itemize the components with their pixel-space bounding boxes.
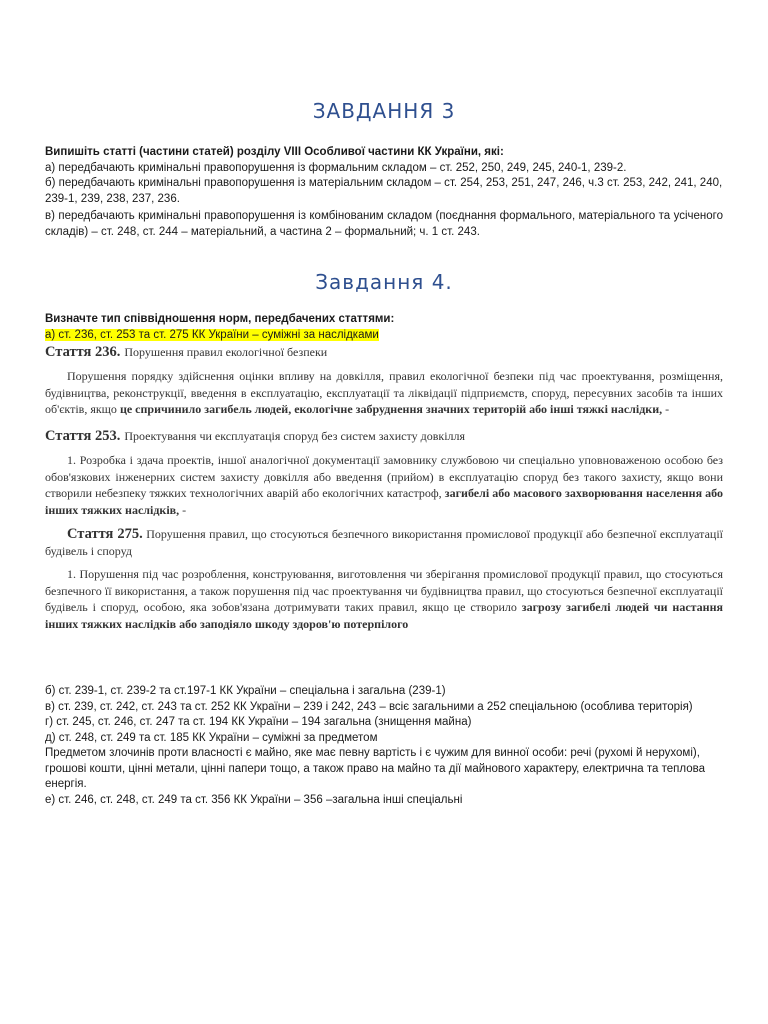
task3-item-a: а) передбачають кримінальні правопорушення із формальним складом – ст. 252, 250, 249, 245, 240-1, 239-2. xyxy=(45,161,627,174)
task4-highlighted-answer: а) ст. 236, ст. 253 та ст. 275 КК України – суміжні за наслідками xyxy=(45,328,379,341)
article-236-body-end: - xyxy=(662,402,670,416)
article-236-subtitle: Порушення правил екологічної безпеки xyxy=(124,345,328,359)
task4-item-d: д) ст. 248, ст. 249 та ст. 185 КК України – суміжні за предметом xyxy=(45,731,378,744)
article-253-body xyxy=(45,452,723,518)
article-275-body xyxy=(45,566,723,632)
task3-heading: ЗАВДАННЯ 3 xyxy=(312,99,456,123)
task4-note-line2: грошові кошти, цінні метали, цінні папери тощо, а також право на майно та дії майнового характеру, електрична та теплова xyxy=(45,762,705,775)
task3-item-b-line1: б) передбачають кримінальні правопорушення із матеріальним складом – ст. 254, 253, 251, 247, 246, ч.3 ст. 253, 242, 241, 240, xyxy=(45,177,723,189)
task4-item-g: г) ст. 245, ст. 246, ст. 247 та ст. 194 КК України – 194 загальна (знищення майна) xyxy=(45,716,472,728)
article-253-body-text: 1. Розробка і здача проектів, іншої аналогічної документації замовнику службовою чи спеціально уповноваженою особою без обов'язкових інженерних систем захисту довкілля або введення (прийом) в експлуатацію споруд без такого захисту, якщо вони створили небезпеку тяжких технологічних аварій або екологічних катастроф, xyxy=(45,453,723,500)
task3-content xyxy=(45,145,723,240)
article-236-body-bold: це спричинило загибель людей, екологічне забруднення значних територій або інші тяжкі наслідки, xyxy=(119,402,663,416)
task4-item-e: е) ст. 246, ст. 248, ст. 249 та ст. 356 КК України – 356 –загальна інші спеціальні xyxy=(45,793,463,806)
article-253-body-bold: загибелі або масового захворювання населення або інших тяжких наслідків, xyxy=(45,486,724,517)
article-275-body-bold: загрозу загибелі людей чи настання інших тяжких наслідків або заподіяло шкоду здоров'ю потерпілого xyxy=(45,600,723,631)
article-236-body xyxy=(45,368,723,418)
task4-item-b: б) ст. 239-1, ст. 239-2 та ст.197-1 КК України – спеціальна і загальна (239-1) xyxy=(45,685,446,697)
article-253-subtitle: Проектування чи експлуатація споруд без систем захисту довкілля xyxy=(124,429,466,443)
article-275-subtitle: Порушення правил, що стосуються безпечного використання промислової продукції або безпечної експлуатації будівель і споруд xyxy=(45,527,723,558)
task4-question-block xyxy=(45,312,723,343)
article-236 xyxy=(45,343,723,418)
article-275-body-text: 1. Порушення під час розроблення, конструювання, виготовлення чи зберігання промислової продукції правил, що стосуються безпечного її використання, а також порушення під час проектування чи будівництва правил, що стосуються безпечної експлуатації будівель і споруд, особою, яка зобов'язана дотримувати таких правил, якщо це створило xyxy=(45,567,723,614)
task4-heading: Завдання 4. xyxy=(315,270,453,294)
article-253-body-end: - xyxy=(179,502,187,517)
task4-note-line1: Предметом злочинів проти власності є майно, яке має певну вартість і є чужим для винної особи: речі (рухомі й нерухомі), xyxy=(45,747,700,759)
article-275-heading xyxy=(45,526,723,559)
task3-question: Випишіть статті (частини статей) розділу VIII Особливої частини КК України, які: xyxy=(45,146,504,158)
article-253-title: Стаття 253. xyxy=(45,428,121,444)
task4-item-v: в) ст. 239, ст. 242, ст. 243 та ст. 252 КК України – 239 і 242, 243 – всіє загальними а 252 спеціальною (особлива територія) xyxy=(45,700,693,713)
task4-items xyxy=(45,684,723,808)
task3-item-b-line2: 239-1, 239, 238, 237, 236. xyxy=(45,192,180,205)
task4-note-line3: енергія. xyxy=(45,778,87,790)
article-236-body-text: Порушення порядку здійснення оцінки впливу на довкілля, правил екологічної безпеки під час проектування, розміщення, будівництва, реконструкції, введення в експлуатацію, експлуатації та ліквідації підприємств, споруд, пересувних засобів та інших об'єктів, якщо xyxy=(45,369,723,416)
article-236-title: Стаття 236. xyxy=(45,344,121,360)
article-275 xyxy=(45,526,723,632)
article-253 xyxy=(45,427,723,518)
task3-item-c: в) передбачають кримінальні правопорушення із комбінованим складом (поєднання формального, матеріального та усіченого складів) – ст. 248, ст. 244 – матеріальний, а частина 2 – формальний; ч. 1 ст. 243. xyxy=(45,210,723,238)
task4-question: Визначте тип співвідношення норм, передбачених статтями: xyxy=(45,313,395,325)
article-275-title: Стаття 275. xyxy=(67,526,143,542)
